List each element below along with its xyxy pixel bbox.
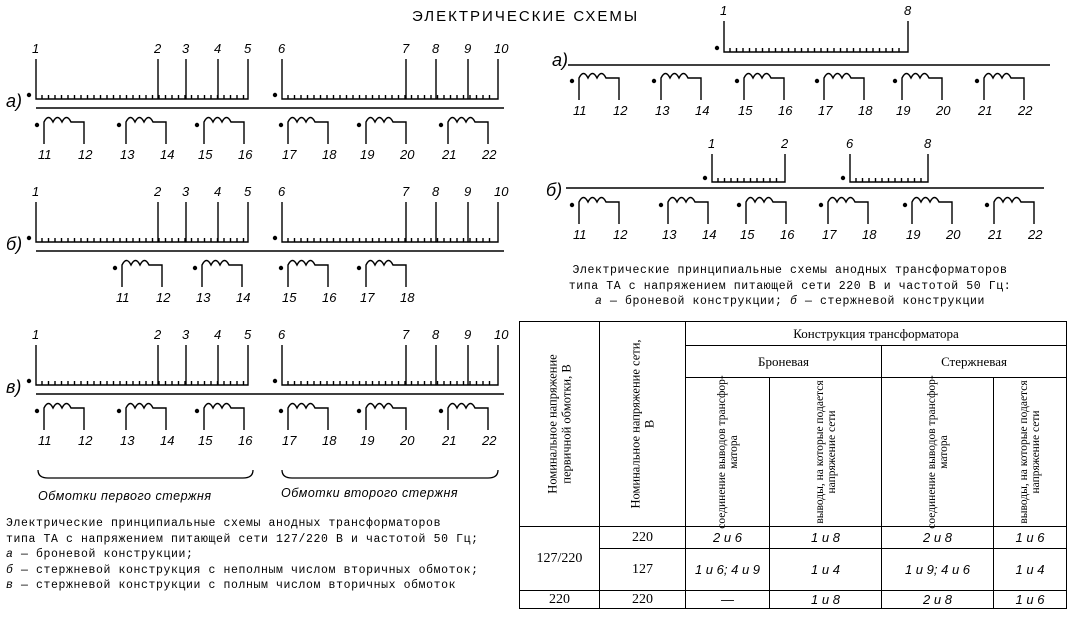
- pin-label: 13: [196, 290, 211, 305]
- terminal-dot: [27, 236, 31, 240]
- caption-line: Электрические принципиальные схемы анодных трансформаторов: [6, 517, 442, 530]
- pin-label: 16: [238, 433, 253, 448]
- pin-label: 13: [120, 147, 135, 162]
- cell-armored-conn: —: [686, 591, 770, 609]
- terminal-dot: [195, 409, 199, 413]
- pin-label: 4: [214, 184, 222, 199]
- secondary-coil: [984, 74, 1024, 101]
- secondary-coil: [579, 198, 619, 225]
- secondary-coil: [126, 118, 166, 145]
- cell-network: 220: [600, 527, 686, 549]
- pin-label: 11: [38, 433, 52, 448]
- pin-label: 2: [154, 327, 162, 342]
- pin-label: 15: [738, 103, 753, 118]
- pin-label: 14: [160, 433, 175, 448]
- pin-label: 1: [32, 184, 40, 199]
- terminal-dot: [195, 123, 199, 127]
- secondary-coil: [44, 118, 84, 145]
- secondary-coil: [288, 404, 328, 431]
- cell-network: 220: [600, 591, 686, 609]
- pin-label: 22: [482, 147, 497, 162]
- subheader-core-connection: соединение выводов трансформатора: [882, 378, 994, 527]
- pin-label: 20: [936, 103, 951, 118]
- winding-label-second: Обмотки второго стержня: [281, 486, 459, 500]
- secondary-coil: [288, 118, 328, 145]
- secondary-coil: [288, 261, 328, 288]
- secondary-coil: [204, 118, 244, 145]
- primary-winding: [282, 202, 498, 242]
- secondary-coil: [122, 261, 162, 288]
- pin-label: 8: [924, 136, 932, 151]
- pin-label: 9: [464, 184, 472, 199]
- group-header-armored: Броневая: [686, 346, 882, 378]
- terminal-dot: [279, 409, 283, 413]
- pin-label: 6: [846, 136, 854, 151]
- pin-label: 20: [400, 433, 415, 448]
- primary-winding: [36, 59, 248, 99]
- pin-label: 22: [482, 433, 497, 448]
- page-title: ЭЛЕКТРИЧЕСКИЕ СХЕМЫ: [412, 8, 640, 25]
- winding-braces: [38, 470, 498, 478]
- pin-label: 8: [432, 41, 440, 56]
- pin-label: 15: [740, 227, 755, 242]
- pin-label: 9: [464, 41, 472, 56]
- primary-winding: [850, 154, 928, 182]
- primary-winding: [282, 345, 498, 385]
- pin-label: 13: [655, 103, 670, 118]
- secondary-coil: [746, 198, 786, 225]
- secondary-coil: [366, 261, 406, 288]
- panel-label: б): [546, 180, 563, 200]
- col-header-network-voltage: Номинальное напряжение сети, В: [600, 322, 686, 527]
- pin-label: 4: [214, 327, 222, 342]
- terminal-dot: [35, 123, 39, 127]
- terminal-dot: [975, 79, 979, 83]
- cell-armored-term: 1 и 8: [770, 591, 882, 609]
- pin-label: 1: [708, 136, 716, 151]
- cell-core-term: 1 и 6: [994, 591, 1067, 609]
- pin-label: 19: [896, 103, 911, 118]
- cell-primary: 127/220: [520, 527, 600, 591]
- subheader-armored-terminals: выводы, на которые подается напряжение сети: [770, 378, 882, 527]
- table-row: [520, 591, 1067, 609]
- terminal-dot: [35, 409, 39, 413]
- cell-network: 127: [600, 549, 686, 591]
- secondary-coil: [448, 118, 488, 145]
- terminal-dot: [357, 123, 361, 127]
- pin-label: 7: [402, 184, 410, 199]
- pin-label: 18: [858, 103, 873, 118]
- pin-label: 14: [702, 227, 717, 242]
- pin-label: 14: [695, 103, 710, 118]
- left-schematics: [6, 41, 509, 448]
- terminal-dot: [703, 176, 707, 180]
- terminal-dot: [893, 79, 897, 83]
- pin-label: 15: [198, 433, 213, 448]
- pin-label: 14: [160, 147, 175, 162]
- terminal-dot: [570, 203, 574, 207]
- caption-items: а — броневой конструкции; б — стержневой конструкции: [594, 295, 986, 308]
- caption-item-b: б — стержневой конструкция с неполным числом вторичных обмоток;: [6, 563, 479, 577]
- cell-armored-conn: 1 и 6; 4 и 9: [686, 549, 770, 591]
- caption-item-c: в — стержневой конструкции с полным числом вторичных обмоток: [6, 579, 457, 592]
- caption-line: Электрические принципиальные схемы анодных трансформаторов: [572, 264, 1008, 277]
- pin-label: 12: [78, 433, 93, 448]
- secondary-coil: [994, 198, 1034, 225]
- winding-label-first: Обмотки первого стержня: [38, 489, 212, 503]
- primary-winding: [36, 345, 248, 385]
- pin-label: 8: [432, 184, 440, 199]
- pin-label: 19: [360, 433, 375, 448]
- pin-label: 21: [442, 433, 457, 448]
- terminal-dot: [819, 203, 823, 207]
- primary-winding: [282, 59, 498, 99]
- pin-label: 16: [238, 147, 253, 162]
- pin-label: 6: [278, 184, 286, 199]
- cell-core-term: 1 и 4: [994, 549, 1067, 591]
- pin-label: 18: [322, 147, 337, 162]
- pin-label: 8: [904, 3, 912, 18]
- cell-primary: 220: [520, 591, 600, 609]
- terminal-dot: [193, 266, 197, 270]
- pin-label: 16: [322, 290, 337, 305]
- secondary-coil: [902, 74, 942, 101]
- pin-label: 13: [120, 433, 135, 448]
- pin-label: 12: [78, 147, 93, 162]
- secondary-coil: [579, 74, 619, 101]
- panel-label: а): [6, 91, 23, 111]
- cell-core-term: 1 и 6: [994, 527, 1067, 549]
- right-panel-b: [546, 136, 1044, 242]
- pin-label: 16: [780, 227, 795, 242]
- connection-table: [519, 321, 1066, 608]
- pin-label: 12: [613, 103, 628, 118]
- pin-label: 21: [988, 227, 1003, 242]
- pin-label: 6: [278, 327, 286, 342]
- terminal-dot: [841, 176, 845, 180]
- pin-label: 12: [613, 227, 628, 242]
- pin-label: 3: [182, 327, 190, 342]
- pin-label: 15: [198, 147, 213, 162]
- first-core-brace: [38, 470, 253, 478]
- panel-label: б): [6, 234, 23, 254]
- second-core-brace: [282, 470, 498, 478]
- terminal-dot: [27, 379, 31, 383]
- group-header-construction: Конструкция трансформатора: [686, 322, 1067, 346]
- terminal-dot: [652, 79, 656, 83]
- secondary-coil: [202, 261, 242, 288]
- panel-label: в): [6, 377, 22, 397]
- pin-label: 22: [1018, 103, 1033, 118]
- pin-label: 20: [400, 147, 415, 162]
- pin-label: 7: [402, 41, 410, 56]
- pin-label: 17: [360, 290, 375, 305]
- pin-label: 11: [573, 103, 587, 118]
- terminal-dot: [357, 266, 361, 270]
- pin-label: 3: [182, 41, 190, 56]
- group-header-core: Стержневая: [882, 346, 1067, 378]
- secondary-coil: [828, 198, 868, 225]
- terminal-dot: [273, 379, 277, 383]
- secondary-coil: [744, 74, 784, 101]
- terminal-dot: [113, 266, 117, 270]
- terminal-dot: [357, 409, 361, 413]
- panel-1: [6, 184, 509, 305]
- primary-winding: [36, 202, 248, 242]
- pin-label: 11: [116, 290, 130, 305]
- pin-label: 16: [778, 103, 793, 118]
- cell-armored-term: 1 и 8: [770, 527, 882, 549]
- terminal-dot: [439, 123, 443, 127]
- pin-label: 19: [360, 147, 375, 162]
- terminal-dot: [815, 79, 819, 83]
- secondary-coil: [44, 404, 84, 431]
- secondary-coil: [824, 74, 864, 101]
- pin-label: 17: [282, 433, 297, 448]
- pin-label: 5: [244, 184, 252, 199]
- terminal-dot: [570, 79, 574, 83]
- cell-core-conn: 2 и 8: [882, 527, 994, 549]
- cell-core-conn: 2 и 8: [882, 591, 994, 609]
- terminal-dot: [117, 409, 121, 413]
- caption-line: типа ТА с напряжением питающей сети 220 В и частотой 50 Гц:: [568, 279, 1012, 293]
- pin-label: 18: [322, 433, 337, 448]
- panel-0: [6, 41, 509, 162]
- secondary-coil: [126, 404, 166, 431]
- pin-label: 2: [154, 184, 162, 199]
- table-row: [520, 527, 1067, 549]
- secondary-coil: [912, 198, 952, 225]
- pin-label: 10: [494, 327, 509, 342]
- pin-label: 5: [244, 41, 252, 56]
- pin-label: 12: [156, 290, 171, 305]
- secondary-coil: [448, 404, 488, 431]
- pin-label: 7: [402, 327, 410, 342]
- pin-label: 13: [662, 227, 677, 242]
- pin-label: 4: [214, 41, 222, 56]
- terminal-dot: [903, 203, 907, 207]
- pin-label: 1: [720, 3, 728, 18]
- pin-label: 2: [781, 136, 789, 151]
- secondary-coil: [668, 198, 708, 225]
- terminal-dot: [279, 266, 283, 270]
- pin-label: 20: [946, 227, 961, 242]
- secondary-coil: [366, 118, 406, 145]
- cell-core-conn: 1 и 9; 4 и 6: [882, 549, 994, 591]
- pin-label: 17: [822, 227, 837, 242]
- table-row: [520, 549, 1067, 591]
- right-schematics: [546, 3, 1050, 242]
- primary-winding: [724, 21, 908, 52]
- left-caption: [6, 516, 479, 594]
- secondary-coil: [204, 404, 244, 431]
- pin-label: 11: [38, 147, 52, 162]
- primary-winding: [712, 154, 785, 182]
- pin-label: 18: [400, 290, 415, 305]
- pin-label: 19: [906, 227, 921, 242]
- terminal-dot: [735, 79, 739, 83]
- subheader-armored-connection: соединение выводов трансформатора: [686, 378, 770, 527]
- pin-label: 10: [494, 41, 509, 56]
- caption-line: типа ТА с напряжением питающей сети 127/220 В и частотой 50 Гц;: [6, 532, 479, 546]
- pin-label: 11: [573, 227, 587, 242]
- terminal-dot: [117, 123, 121, 127]
- terminal-dot: [737, 203, 741, 207]
- pin-label: 15: [282, 290, 297, 305]
- pin-label: 14: [236, 290, 251, 305]
- cell-armored-conn: 2 и 6: [686, 527, 770, 549]
- caption-item-a: а — броневой конструкции;: [6, 548, 194, 561]
- pin-label: 6: [278, 41, 286, 56]
- terminal-dot: [273, 93, 277, 97]
- pin-label: 8: [432, 327, 440, 342]
- terminal-dot: [27, 93, 31, 97]
- pin-label: 17: [282, 147, 297, 162]
- right-caption: [548, 263, 1032, 310]
- pin-label: 21: [978, 103, 993, 118]
- pin-label: 18: [862, 227, 877, 242]
- secondary-coil: [661, 74, 701, 101]
- pin-label: 21: [442, 147, 457, 162]
- panel-2: [6, 327, 509, 448]
- pin-label: 1: [32, 327, 40, 342]
- panel-label: а): [552, 50, 569, 70]
- pin-label: 2: [154, 41, 162, 56]
- pin-label: 22: [1028, 227, 1043, 242]
- terminal-dot: [439, 409, 443, 413]
- pin-label: 10: [494, 184, 509, 199]
- terminal-dot: [715, 46, 719, 50]
- col-header-primary-voltage: Номинальное напряжение первичной обмотки, В: [520, 322, 600, 527]
- secondary-coil: [366, 404, 406, 431]
- terminal-dot: [659, 203, 663, 207]
- pin-label: 3: [182, 184, 190, 199]
- pin-label: 1: [32, 41, 40, 56]
- cell-armored-term: 1 и 4: [770, 549, 882, 591]
- subheader-core-terminals: выводы, на которые подается напряжение сети: [994, 378, 1067, 527]
- pin-label: 17: [818, 103, 833, 118]
- terminal-dot: [985, 203, 989, 207]
- terminal-dot: [273, 236, 277, 240]
- pin-label: 9: [464, 327, 472, 342]
- terminal-dot: [279, 123, 283, 127]
- pin-label: 5: [244, 327, 252, 342]
